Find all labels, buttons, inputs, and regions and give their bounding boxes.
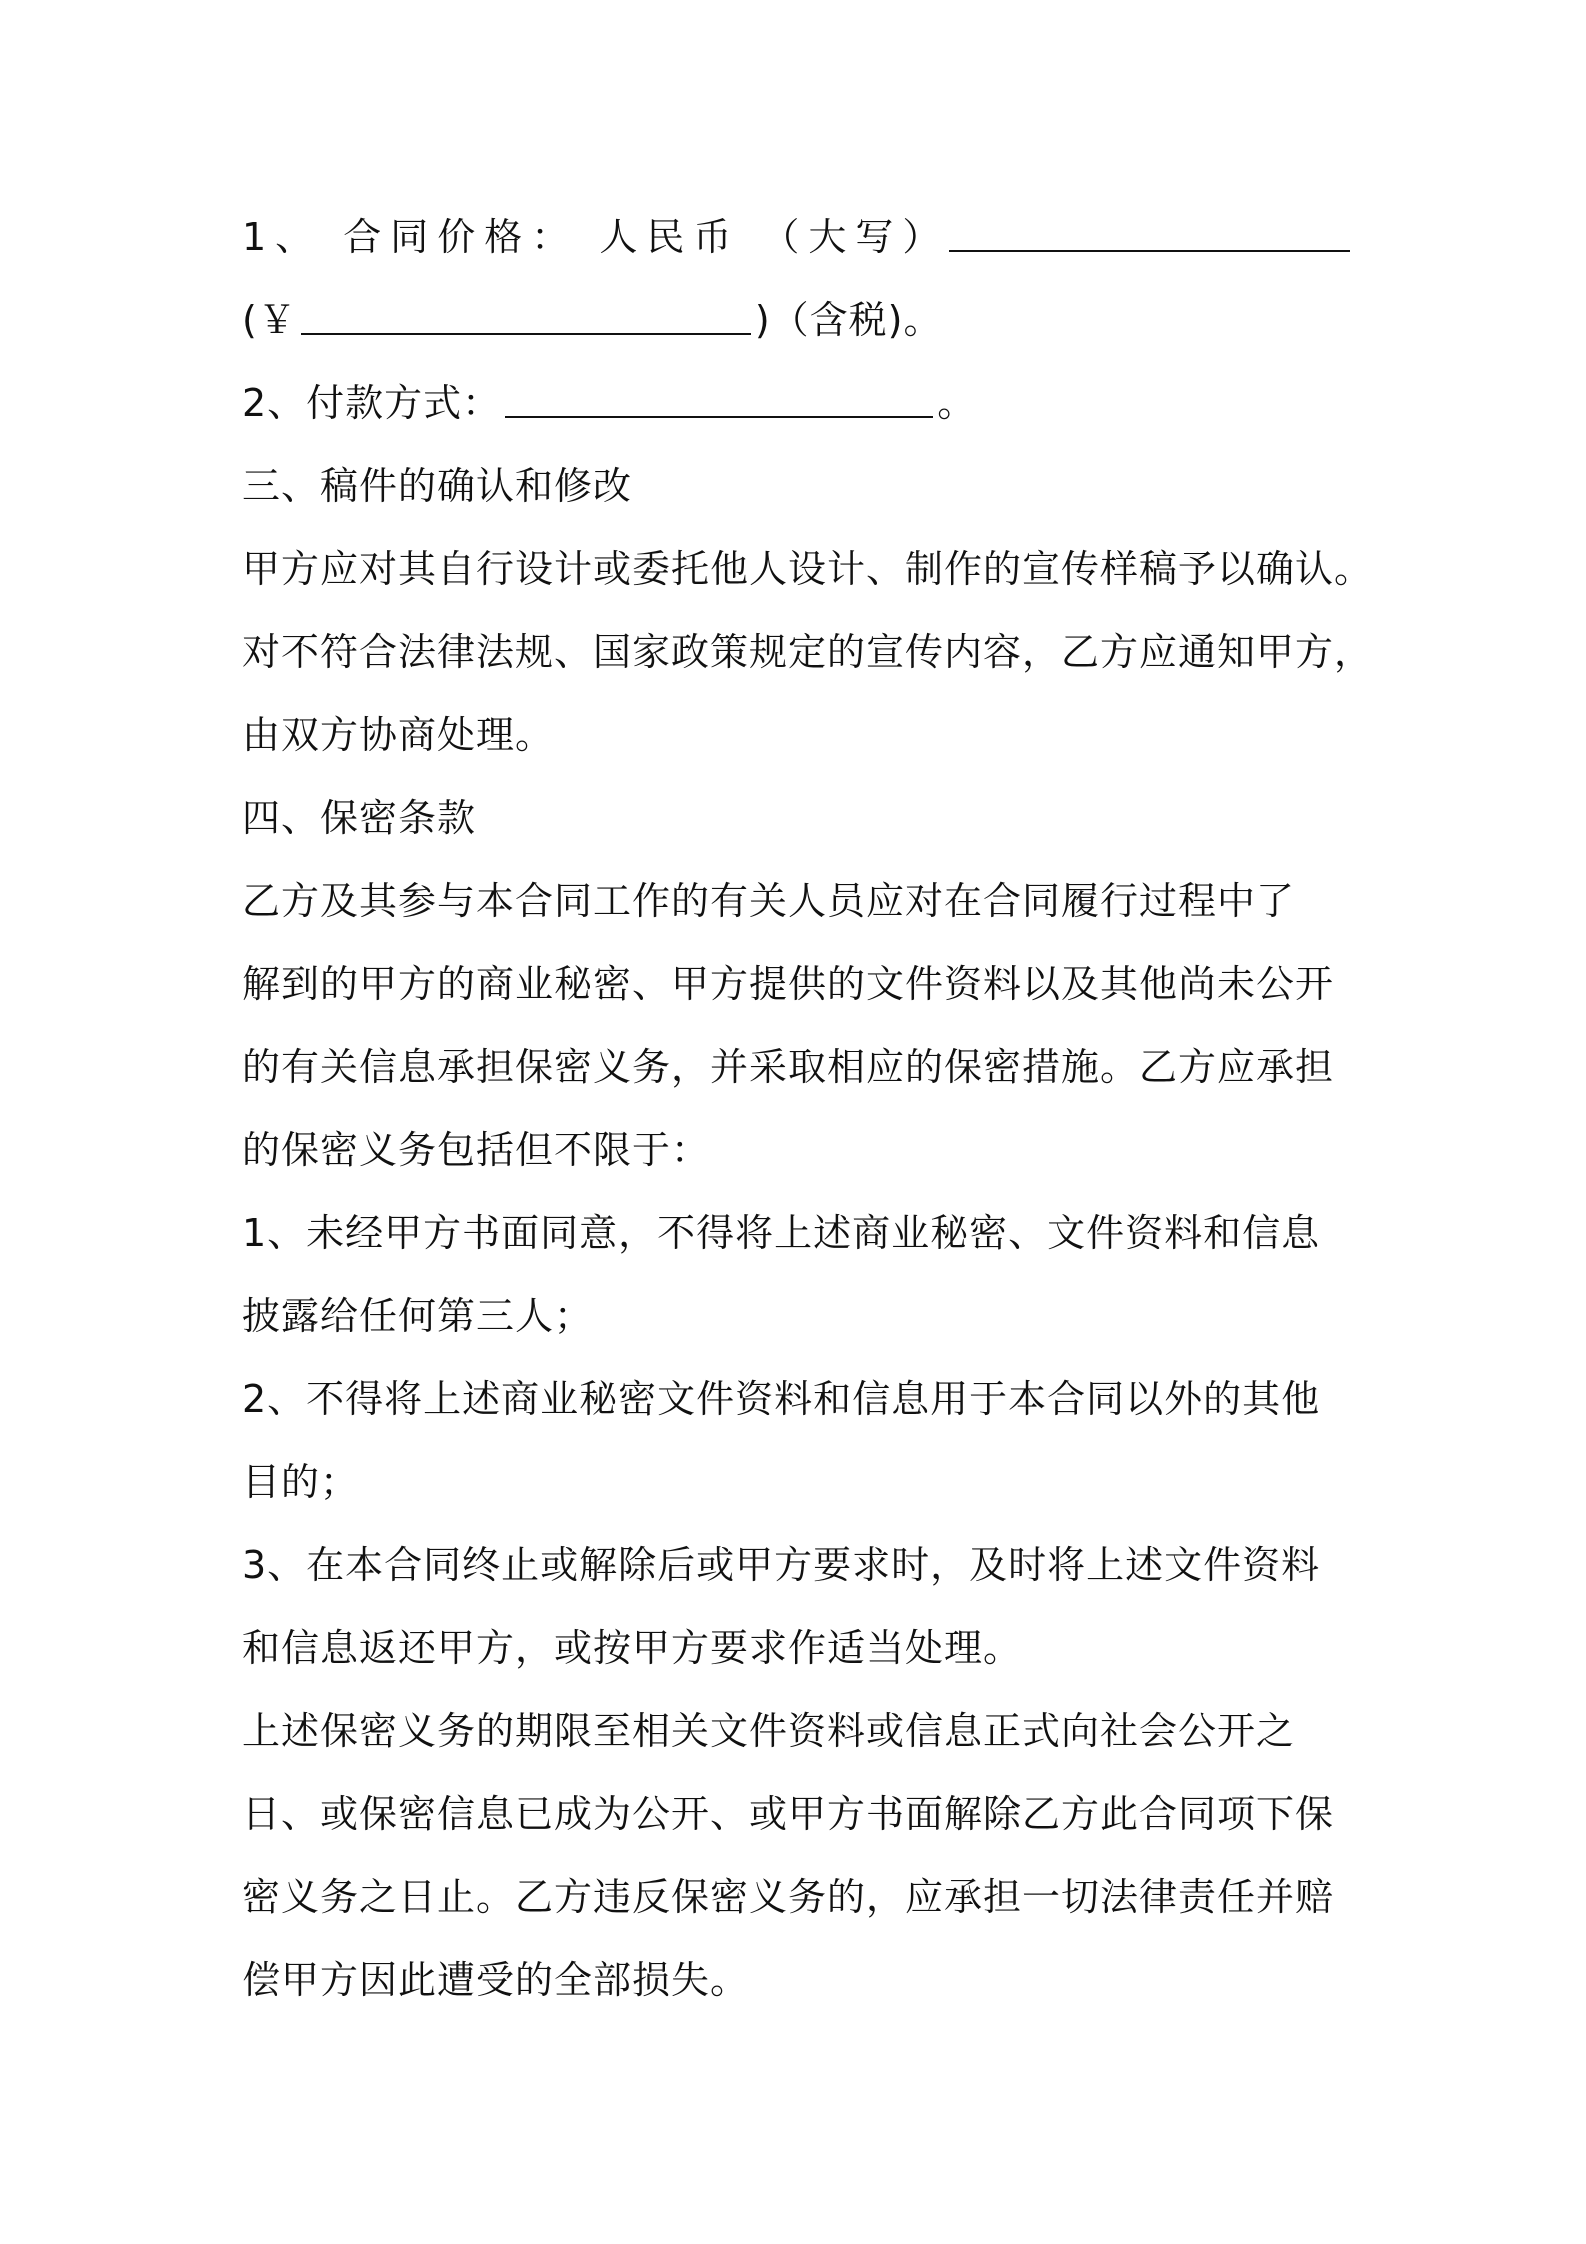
list-item-line: 和信息返还甲方，或按甲方要求作适当处理。: [242, 1626, 1023, 1670]
paragraph-line: 由双方协商处理。: [242, 713, 555, 757]
list-item-line: 目的；: [242, 1460, 360, 1504]
price-numeric-blank: [301, 333, 751, 335]
payment-method-end: 。: [937, 381, 977, 425]
payment-method-blank: [505, 416, 933, 418]
paragraph-line: 上述保密义务的期限至相关文件资料或信息正式向社会公开之: [242, 1709, 1296, 1753]
payment-method-label: 2、付款方式：: [242, 381, 502, 425]
price-numeric-line: [242, 279, 1350, 362]
yuan-open-text: (￥: [242, 298, 297, 342]
paragraph-line: 解到的甲方的商业秘密、甲方提供的文件资料以及其他尚未公开: [242, 962, 1335, 1006]
paragraph-line: 对不符合法律法规、国家政策规定的宣传内容，乙方应通知甲方，: [242, 630, 1374, 674]
list-item-line: 1、未经甲方书面同意，不得将上述商业秘密、文件资料和信息: [242, 1211, 1321, 1255]
list-item-line: 3、在本合同终止或解除后或甲方要求时，及时将上述文件资料: [242, 1543, 1321, 1587]
paragraph-line: 乙方及其参与本合同工作的有关人员应对在合同履行过程中了: [242, 879, 1296, 923]
price-uppercase-blank: [949, 250, 1350, 252]
tax-included-text: )（含税)。: [754, 298, 943, 342]
paragraph-line: 甲方应对其自行设计或委托他人设计、制作的宣传样稿予以确认。: [242, 547, 1374, 591]
paragraph-line: 密义务之日止。乙方违反保密义务的，应承担一切法律责任并赔: [242, 1875, 1335, 1919]
section-heading-confidentiality: 四、保密条款: [242, 796, 477, 840]
paragraph-line: 的有关信息承担保密义务，并采取相应的保密措施。乙方应承担: [242, 1045, 1335, 1089]
section-heading-confirmation: 三、稿件的确认和修改: [242, 464, 633, 508]
list-item-line: 披露给任何第三人；: [242, 1294, 594, 1338]
paragraph-line: 偿甲方因此遭受的全部损失。: [242, 1958, 750, 2002]
contract-price-label: 1、 合同价格： 人民币 （大写）: [242, 215, 950, 259]
list-item-line: 2、不得将上述商业秘密文件资料和信息用于本合同以外的其他: [242, 1377, 1321, 1421]
payment-method-line: [242, 362, 1350, 445]
contract-price-line: [242, 196, 1350, 279]
document-body: [242, 196, 1374, 2022]
paragraph-line: 的保密义务包括但不限于：: [242, 1128, 711, 1172]
paragraph-line: 日、或保密信息已成为公开、或甲方书面解除乙方此合同项下保: [242, 1792, 1335, 1836]
